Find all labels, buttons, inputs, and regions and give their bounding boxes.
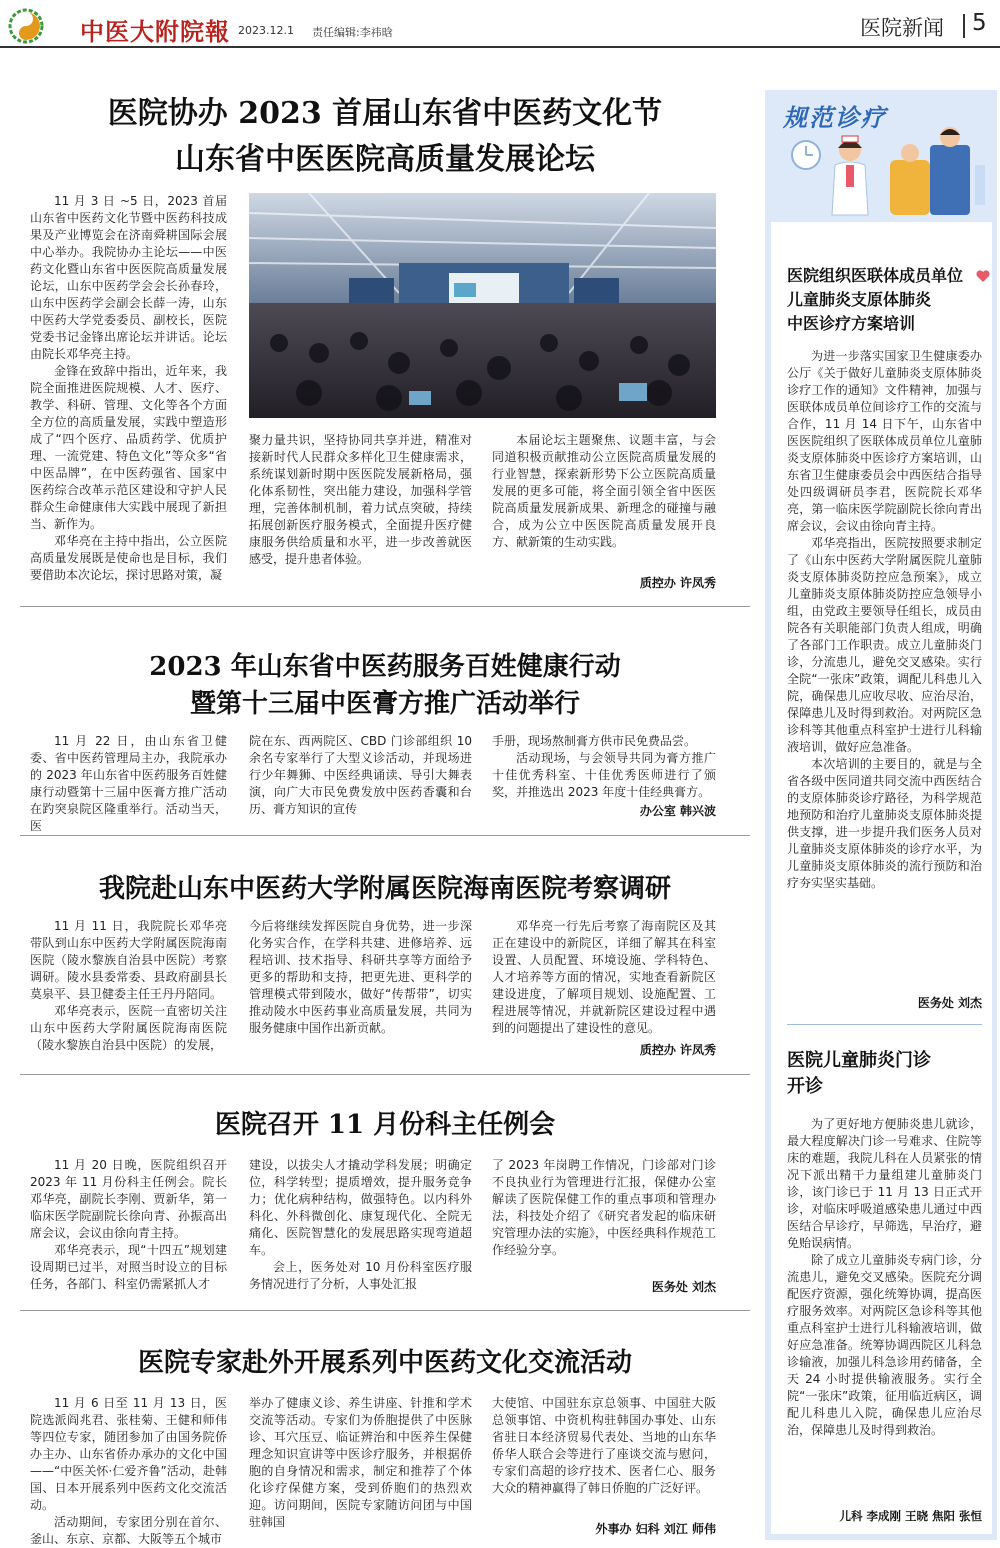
- sidebar-article2-credit: 儿科 李成刚 王晓 焦阳 张恒: [839, 1509, 982, 1523]
- article1-paragraph: 11 月 3 日 ~5 日，2023 首届山东省中医药文化节暨中医药科技成果及产业博览会在济南舜耕国际会展中心举办。我院协办主论坛——中医药文化暨山东省中医医院高质量发展论坛，山东中医药学会会长孙春玲，山东中医药学会副会长薛一涛，山东中医药大学党委委员、副校长，医院党委书记金锋出席论坛并讲话。论坛由院长邓华亮主持。: [30, 194, 227, 361]
- sidebar-paragraph: 邓华亮指出，医院按照要求制定了《山东中医药大学附属医院儿童肺炎支原体肺炎防控应急预案》，成立儿童肺炎支原体肺炎防控应急领导小组，由党政主要领导任组长，成员由院各有关职能部门负责人组成，明确了各部门工作职责。成立儿童肺炎门诊，分流患儿，避免交叉感染。实行全院“一张床”政策，调配儿科患儿入院，确保患儿应收尽收、应治尽治，保障患儿及时得到救治。对两院区急诊科等其他重点科室护士进行儿科输液培训，做好应急准备。: [787, 536, 982, 754]
- sidebar-article2-body: [787, 1116, 982, 1504]
- sidebar-article2-headline: [787, 1048, 982, 1100]
- article1-paragraph: 邓华亮在主持中指出，公立医院高质量发展既是使命也是目标，我们要借助本次论坛，探讨思路对策，凝: [30, 534, 227, 582]
- sidebar-headline-line: 中医诊疗方案培训: [787, 314, 916, 333]
- article2-paragraph: 手册，现场熬制膏方供市民免费品尝。: [492, 734, 697, 748]
- article4-paragraph: 邓华亮表示，现“十四五”规划建设周期已过半，对照当时设立的目标任务，各部门、科室仍需紧抓人才: [30, 1243, 227, 1291]
- article1-paragraph: 本届论坛主题聚焦、议题丰富，与会同道积极贡献推动公立医院高质量发展的行业智慧，探索新形势下公立医院高质量发展的更多可能，将全面引领全省中医医院高质量发展新成果、新理念的碰撞与融合，成为公立中医医院高质量发展开良方、献新策的生动实践。: [492, 433, 716, 549]
- header-rule: [0, 46, 1000, 48]
- sidebar-article1-body: [787, 348, 982, 988]
- header-divider: [963, 14, 965, 38]
- article3-paragraph: 11 月 11 日，我院院长邓华亮带队到山东中医药大学附属医院海南医院（陵水黎族自治县中医院）考察调研。陵水县委常委、县政府副县长莫泉平、县卫健委主任王丹丹陪同。: [30, 919, 227, 1001]
- article1-col3: [492, 432, 716, 577]
- article5-headline: 医院专家赴外开展系列中医药文化交流活动: [137, 1348, 632, 1378]
- sidebar-headline-line: 医院组织医联体成员单位: [787, 266, 964, 285]
- article4-paragraph: 了 2023 年岗聘工作情况，门诊部对门诊不良执业行为管理进行汇报，保健办公室解读了医院保健工作的重点事项和管理办法，科技处介绍了《研究者发起的临床研究管理办法的实施》，中医经典科作规范工作经验分享。: [492, 1158, 716, 1257]
- sidebar-separator: [787, 1024, 982, 1025]
- article5-col3: [492, 1395, 716, 1520]
- sidebar-article1-credit: 医务处 刘杰: [917, 996, 982, 1010]
- newspaper-title: 中医大附院報: [80, 17, 230, 46]
- article1-credit: 质控办 许凤秀: [639, 576, 716, 590]
- article3-col2: [249, 918, 472, 1058]
- article5-paragraph: 举办了健康义诊、养生讲座、针推和学术交流等活动。专家们为侨胞提供了中医脉诊、耳穴压豆、临证辨治和中医养生保健理念知识宣讲等中医诊疗服务，并根据侨胞的自身情况和需求，制定和推荐了个体化诊疗保健方案，受到侨胞们的热烈欢迎。访问期间，医院专家随访问团与中国驻韩国: [249, 1396, 472, 1529]
- article-separator: [20, 835, 750, 836]
- article3-credit: 质控办 许凤秀: [639, 1043, 716, 1057]
- article2-col1: [30, 733, 227, 833]
- section-name: 医院新闻: [860, 16, 944, 40]
- article2-paragraph: 院在东、西两院区、CBD 门诊部组织 10 余名专家举行了大型义诊活动，并现场进行少年舞狮、中医经典诵读、导引大舞表演，向广大市民免费发放中医药香囊和台历、膏方知识的宣传: [249, 734, 472, 816]
- sidebar-paragraph: 为进一步落实国家卫生健康委办公厅《关于做好儿童肺炎支原体肺炎诊疗工作的通知》文件精神，加强与医联体成员单位间诊疗工作的交流与合作，11 月 14 日下午，山东省中医医院组织了医联体成员单位儿童肺炎支原体肺炎中医诊疗方案培训，山东省卫生健康委员会中西医结合指导处四级调研员李君，医院院长邓华亮，第一临床医学院副院长徐向青出席会议，会议由徐向青主持。: [787, 349, 982, 533]
- article4-col3: [492, 1157, 716, 1277]
- article5-credit: 外事办 妇科 刘江 师伟: [595, 1522, 716, 1536]
- sidebar-article1-headline: [787, 264, 982, 336]
- article5-paragraph: 大使馆、中国驻东京总领事、中国驻大阪总领事馆、中资机构驻韩国办事处、山东省驻日本经济贸易代表处、当地的山东华侨华人联合会等进行了座谈交流与慰问，专家们高超的诊疗技术、医者仁心、服务大众的精神赢得了韩日侨胞的广泛好评。: [492, 1396, 716, 1495]
- article5-paragraph: 活动期间，专家团分别在首尔、釜山、东京、京都、大阪等五个城市: [30, 1515, 227, 1546]
- article2-paragraph: 11 月 22 日，由山东省卫健委、省中医药管理局主办，我院承办的 2023 年山东省中医药服务百姓健康行动暨第十三届中医膏方推广活动在趵突泉院区隆重举行。活动当天，医: [30, 734, 227, 833]
- article4-col1: [30, 1157, 227, 1297]
- article3-col1: [30, 918, 227, 1058]
- article3-paragraph: 邓华亮表示，医院一直密切关注山东中医药大学附属医院海南医院（陵水黎族自治县中医院）的发展，: [30, 1004, 227, 1052]
- article3-col3: [492, 918, 716, 1043]
- sidebar-paragraph: 本次培训的主要目的，就是与全省各级中医同道共同交流中西医结合的支原体肺炎诊疗路径，为科学规范地预防和治疗儿童肺炎支原体肺炎提供支撑，进一步提升我们医务人员对儿童肺炎支原体肺炎的诊疗水平，为儿童肺炎支原体肺炎的流行预防和治疗夯实坚实基础。: [787, 757, 982, 890]
- article2-headline-line1: 2023 年山东省中医药服务百姓健康行动: [149, 652, 621, 682]
- sidebar-headline-line: 开诊: [787, 1076, 823, 1097]
- article4-paragraph: 会上，医务处对 10 月份科室医疗服务情况进行了分析，人事处汇报: [249, 1260, 472, 1291]
- article2-headline-line2: 暨第十三届中医膏方推广活动举行: [189, 689, 580, 719]
- article1-col2: [249, 432, 472, 592]
- sidebar-paragraph: 除了成立儿童肺炎专病门诊，分流患儿，避免交叉感染。医院充分调配医疗资源，强化统筹协调，提高医疗服务效率。对两院区急诊科等其他重点科室护士进行儿科输液培训，做好应急准备。统筹协调西院区儿科急诊输液，加强儿科急诊用药储备，全天 24 小时提供输液服务。实行全院“一张床”政策，征用临近病区，调配儿科患儿入院，确保患儿应治尽治，保障患儿及时得到救治。: [787, 1253, 982, 1437]
- article1-paragraph: 金锋在致辞中指出，近年来，我院全面推进医院规模、人才、医疗、教学、科研、管理、文化等各个方面全方位的高质量发展，实践中塑造形成了“四个医疗、品质药学、优质护理、一流党建、特色文化”等众多“省中医品牌”，在中医药强省、国家中医药综合改革示范区建设和守护人民群众生命健康伟大实践中展现了新担当、新作为。: [30, 364, 227, 531]
- article2-col2: [249, 733, 472, 823]
- sidebar-headline-line: 儿童肺炎支原体肺炎: [787, 290, 932, 309]
- article1-headline-line1: 医院协办 2023 首届山东省中医药文化节: [107, 96, 663, 131]
- article-separator: [20, 606, 750, 607]
- page-number: 5: [972, 10, 987, 36]
- article1-headline-line2: 山东省中医医院高质量发展论坛: [175, 142, 595, 177]
- editor-credit: 责任编辑:李祎晗: [312, 26, 393, 39]
- article3-paragraph: 邓华亮一行先后考察了海南院区及其正在建设中的新院区，详细了解其在科室设置、人员配置、环境设施、学科特色、人才培养等方面的情况，实地查看新院区建设进度，了解项目规划、设施配置、工程进展等情况，并就新院区建设过程中遇到的问题提出了建设性的意见。: [492, 919, 716, 1035]
- article3-paragraph: 今后将继续发挥医院自身优势，进一步深化务实合作，在学科共建、进修培养、远程培训、技术指导、科研共享等方面给予更多的帮助和支持，把更先进、更科学的管理模式带到陵水，做好“传帮带”，切实推动陵水中医药事业高质量发展，共同为服务健康中国作出新贡献。: [249, 919, 472, 1035]
- sidebar-paragraph: 为了更好地方便肺炎患儿就诊，最大程度解决门诊一号难求、住院等床的难题，我院儿科在人员紧张的情况下派出精干力量组建儿童肺炎门诊，该门诊已于 11 月 13 日正式开诊，对临床呼吸道感染患儿通过中西医结合早诊疗，早筛选，早治疗，避免贻误病情。: [787, 1117, 982, 1250]
- article4-paragraph: 11 月 20 日晚，医院组织召开 2023 年 11 月份科主任例会。院长邓华亮，副院长李刚、贾新华，第一临床医学院副院长徐向青、孙振高出席会议，会议由徐向青主持。: [30, 1158, 227, 1240]
- article5-col2: [249, 1395, 472, 1540]
- newspaper-logo-icon: [8, 8, 44, 44]
- article5-paragraph: 11 月 6 日至 11 月 13 日，医院选派阎兆君、张桂菊、王健和师伟等四位专家，随团参加了由国务院侨办主办、山东省侨办承办的文化中国——“中医关怀·仁爱齐鲁”活动，赴韩国、日本开展系列中医药文化交流活动。: [30, 1396, 227, 1512]
- article4-paragraph: 建设，以拔尖人才撬动学科发展；明确定位，科学转型；提质增效，提升服务竞争力；优化病种结构，做强特色。以内科外科化、外科微创化、康复现代化、全院无痛化、医院智慧化的发展思路实现弯道超车。: [249, 1158, 472, 1257]
- masthead: [0, 0, 1000, 52]
- article-separator: [20, 1074, 750, 1075]
- article1-paragraph: 聚力量共识，坚持协同共享并进，精准对接新时代人民群众多样化卫生健康需求，系统谋划新时期中医医院发展新格局，强化体系韧性，突出能力建设，加强科学管理，完善体制机制，着力试点突破，持续拓展创新医疗服务模式，全面提升医疗健康服务供给质量和水平，进一步改善就医感受，提升患者体验。: [249, 433, 472, 566]
- article1-col1: [30, 193, 227, 591]
- forum-photo: [249, 193, 716, 418]
- doctor-patient-illustration: [780, 115, 990, 225]
- article4-col2: [249, 1157, 472, 1297]
- issue-date: 2023.12.1: [238, 24, 294, 37]
- article2-paragraph: 活动现场，与会领导共同为膏方推广十佳优秀科室、十佳优秀医师进行了颁奖，并推选出 2023 年度十佳经典膏方。: [492, 751, 716, 799]
- article-separator: [20, 1310, 750, 1311]
- article4-credit: 医务处 刘杰: [651, 1280, 716, 1294]
- article5-col1: [30, 1395, 227, 1546]
- sidebar-title: 规范诊疗: [783, 103, 887, 132]
- article4-headline: 医院召开 11 月份科主任例会: [214, 1110, 556, 1140]
- forum-hall-image: [249, 193, 716, 418]
- article2-credit: 办公室 韩兴波: [639, 804, 716, 818]
- article3-headline: 我院赴山东中医药大学附属医院海南医院考察调研: [98, 874, 671, 904]
- sidebar-headline-line: 医院儿童肺炎门诊: [787, 1050, 931, 1071]
